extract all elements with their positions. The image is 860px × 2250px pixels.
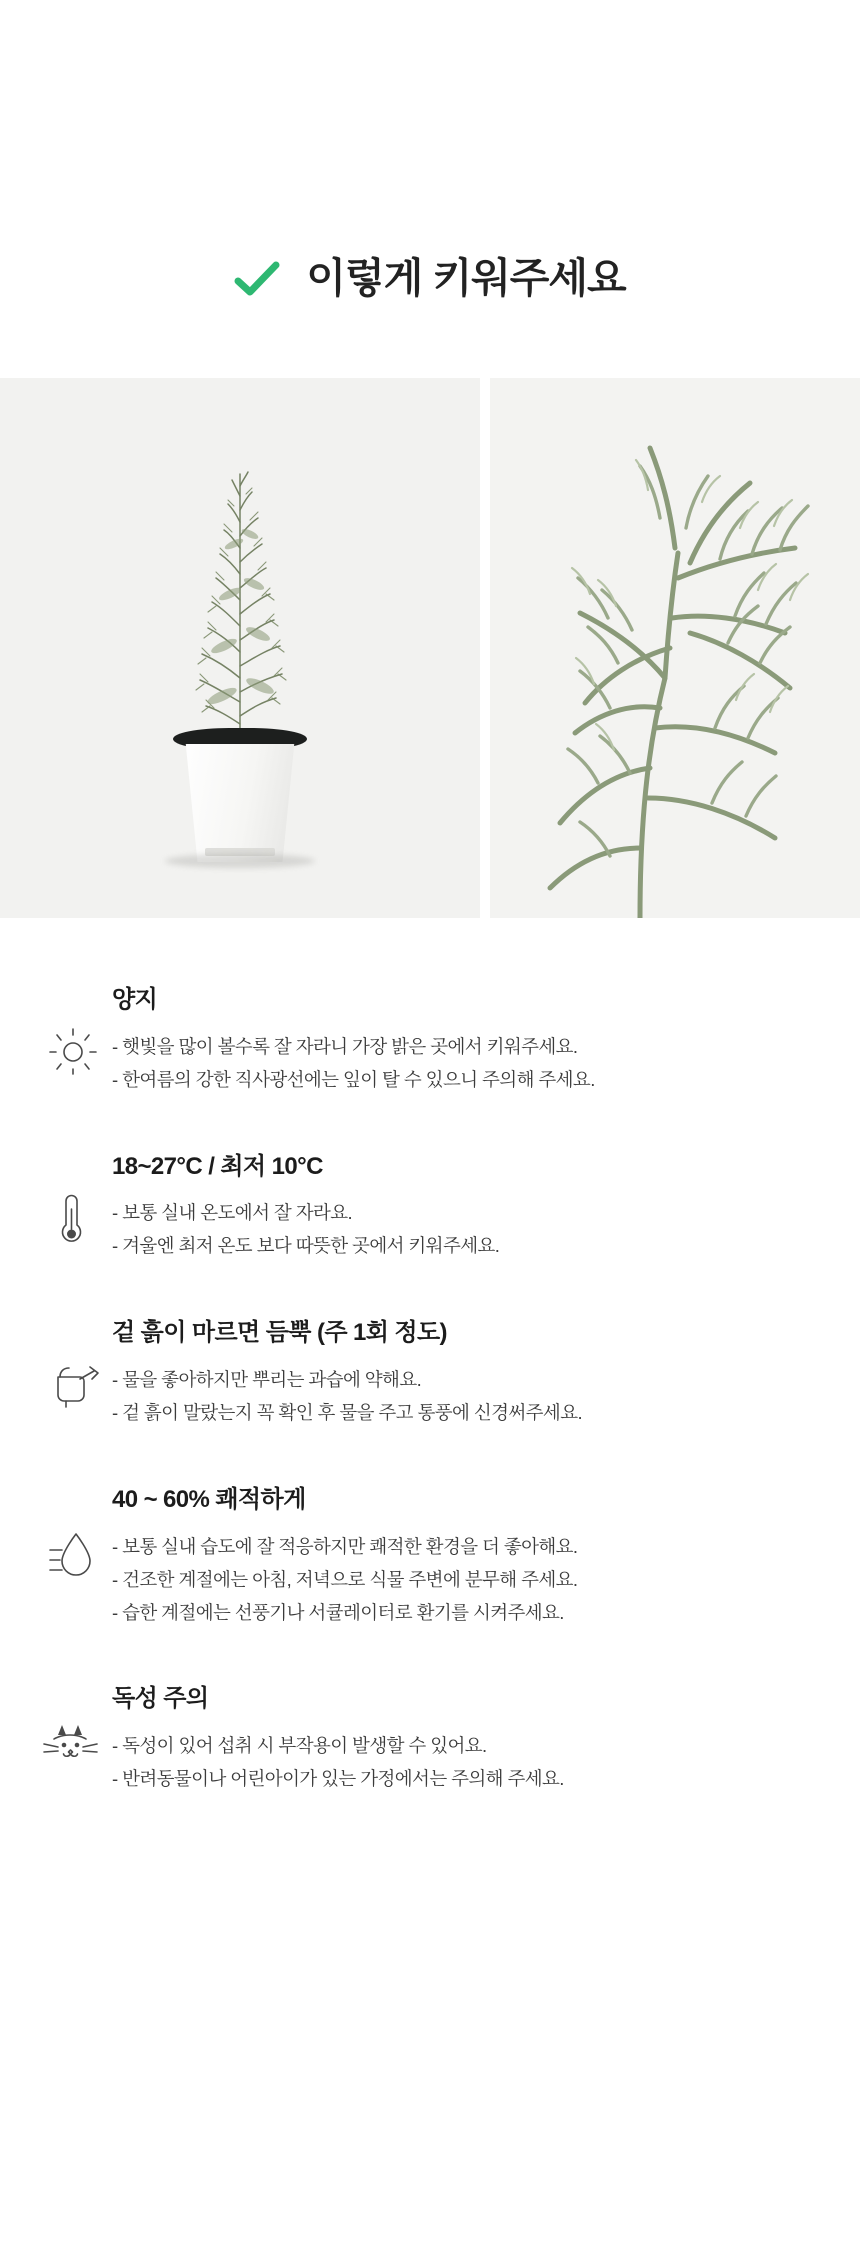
care-line: - 보통 실내 습도에 잘 적응하지만 쾌적한 환경을 더 좋아해요.: [112, 1535, 578, 1557]
potted-plant-photo: [0, 378, 480, 918]
care-line: - 햇빛을 많이 볼수록 잘 자라니 가장 밝은 곳에서 키워주세요.: [112, 1035, 578, 1057]
page-title: 이렇게 키워주세요: [306, 255, 626, 301]
care-title-watering: 겉 흙이 마르면 듬뿍 (주 1회 정도): [112, 1319, 447, 1347]
plant-closeup-illustration: [490, 378, 860, 918]
page-header: [0, 0, 860, 299]
care-text-light: [112, 984, 826, 1097]
care-line: - 물을 좋아하지만 뿌리는 과습에 약해요.: [112, 1369, 422, 1391]
care-line: - 보통 실내 온도에서 잘 자라요.: [112, 1202, 353, 1224]
care-line: - 겨울엔 최저 온도 보다 따뜻한 곳에서 키워주세요.: [112, 1235, 500, 1257]
plant-closeup-photo: [490, 378, 860, 918]
potted-plant-illustration: [90, 432, 390, 862]
care-text-humidity: [112, 1484, 826, 1630]
care-title-temperature: 18~27°C / 최저 10°C: [112, 1152, 323, 1180]
care-item-watering: [34, 1317, 826, 1430]
care-line: - 독성이 있어 섭취 시 부작용이 발생할 수 있어요.: [112, 1735, 487, 1757]
care-title-light: 양지: [112, 986, 158, 1013]
pot-shadow: [165, 854, 315, 868]
care-item-temperature: [34, 1151, 826, 1264]
care-line: - 건조한 계절에는 아침, 저녁으로 식물 주변에 분무해 주세요.: [112, 1568, 578, 1590]
care-text-watering: [112, 1317, 826, 1430]
care-item-light: [34, 984, 826, 1097]
care-text-temperature: [112, 1151, 826, 1264]
care-instruction-list: [0, 984, 860, 1796]
care-line: - 겉 흙이 말랐는지 꼭 확인 후 물을 주고 통풍에 신경써주세요.: [112, 1402, 583, 1423]
care-title-toxicity: 독성 주의: [112, 1685, 209, 1713]
care-item-humidity: [34, 1484, 826, 1630]
sun-icon: [34, 984, 112, 1078]
thermometer-icon: [34, 1151, 112, 1249]
photo-row: [0, 378, 860, 918]
care-title-humidity: 40 ~ 60% 쾌적하게: [112, 1485, 306, 1513]
care-line: - 반려동물이나 어린아이가 있는 가정에서는 주의해 주세요.: [112, 1768, 564, 1790]
care-line: - 습한 계절에는 선풍기나 서큘레이터로 환기를 시켜주세요.: [112, 1601, 564, 1623]
watering-can-icon: [34, 1317, 112, 1413]
care-item-toxicity: [34, 1683, 826, 1796]
pot-body: [181, 744, 299, 862]
humidity-drop-icon: [34, 1484, 112, 1582]
cat-face-toxic-icon: [34, 1683, 112, 1769]
care-text-toxicity: [112, 1683, 826, 1796]
plant-foliage: [110, 434, 370, 744]
care-line: - 한여름의 강한 직사광선에는 잎이 탈 수 있으니 주의해 주세요.: [112, 1068, 595, 1090]
check-icon: [234, 259, 280, 299]
